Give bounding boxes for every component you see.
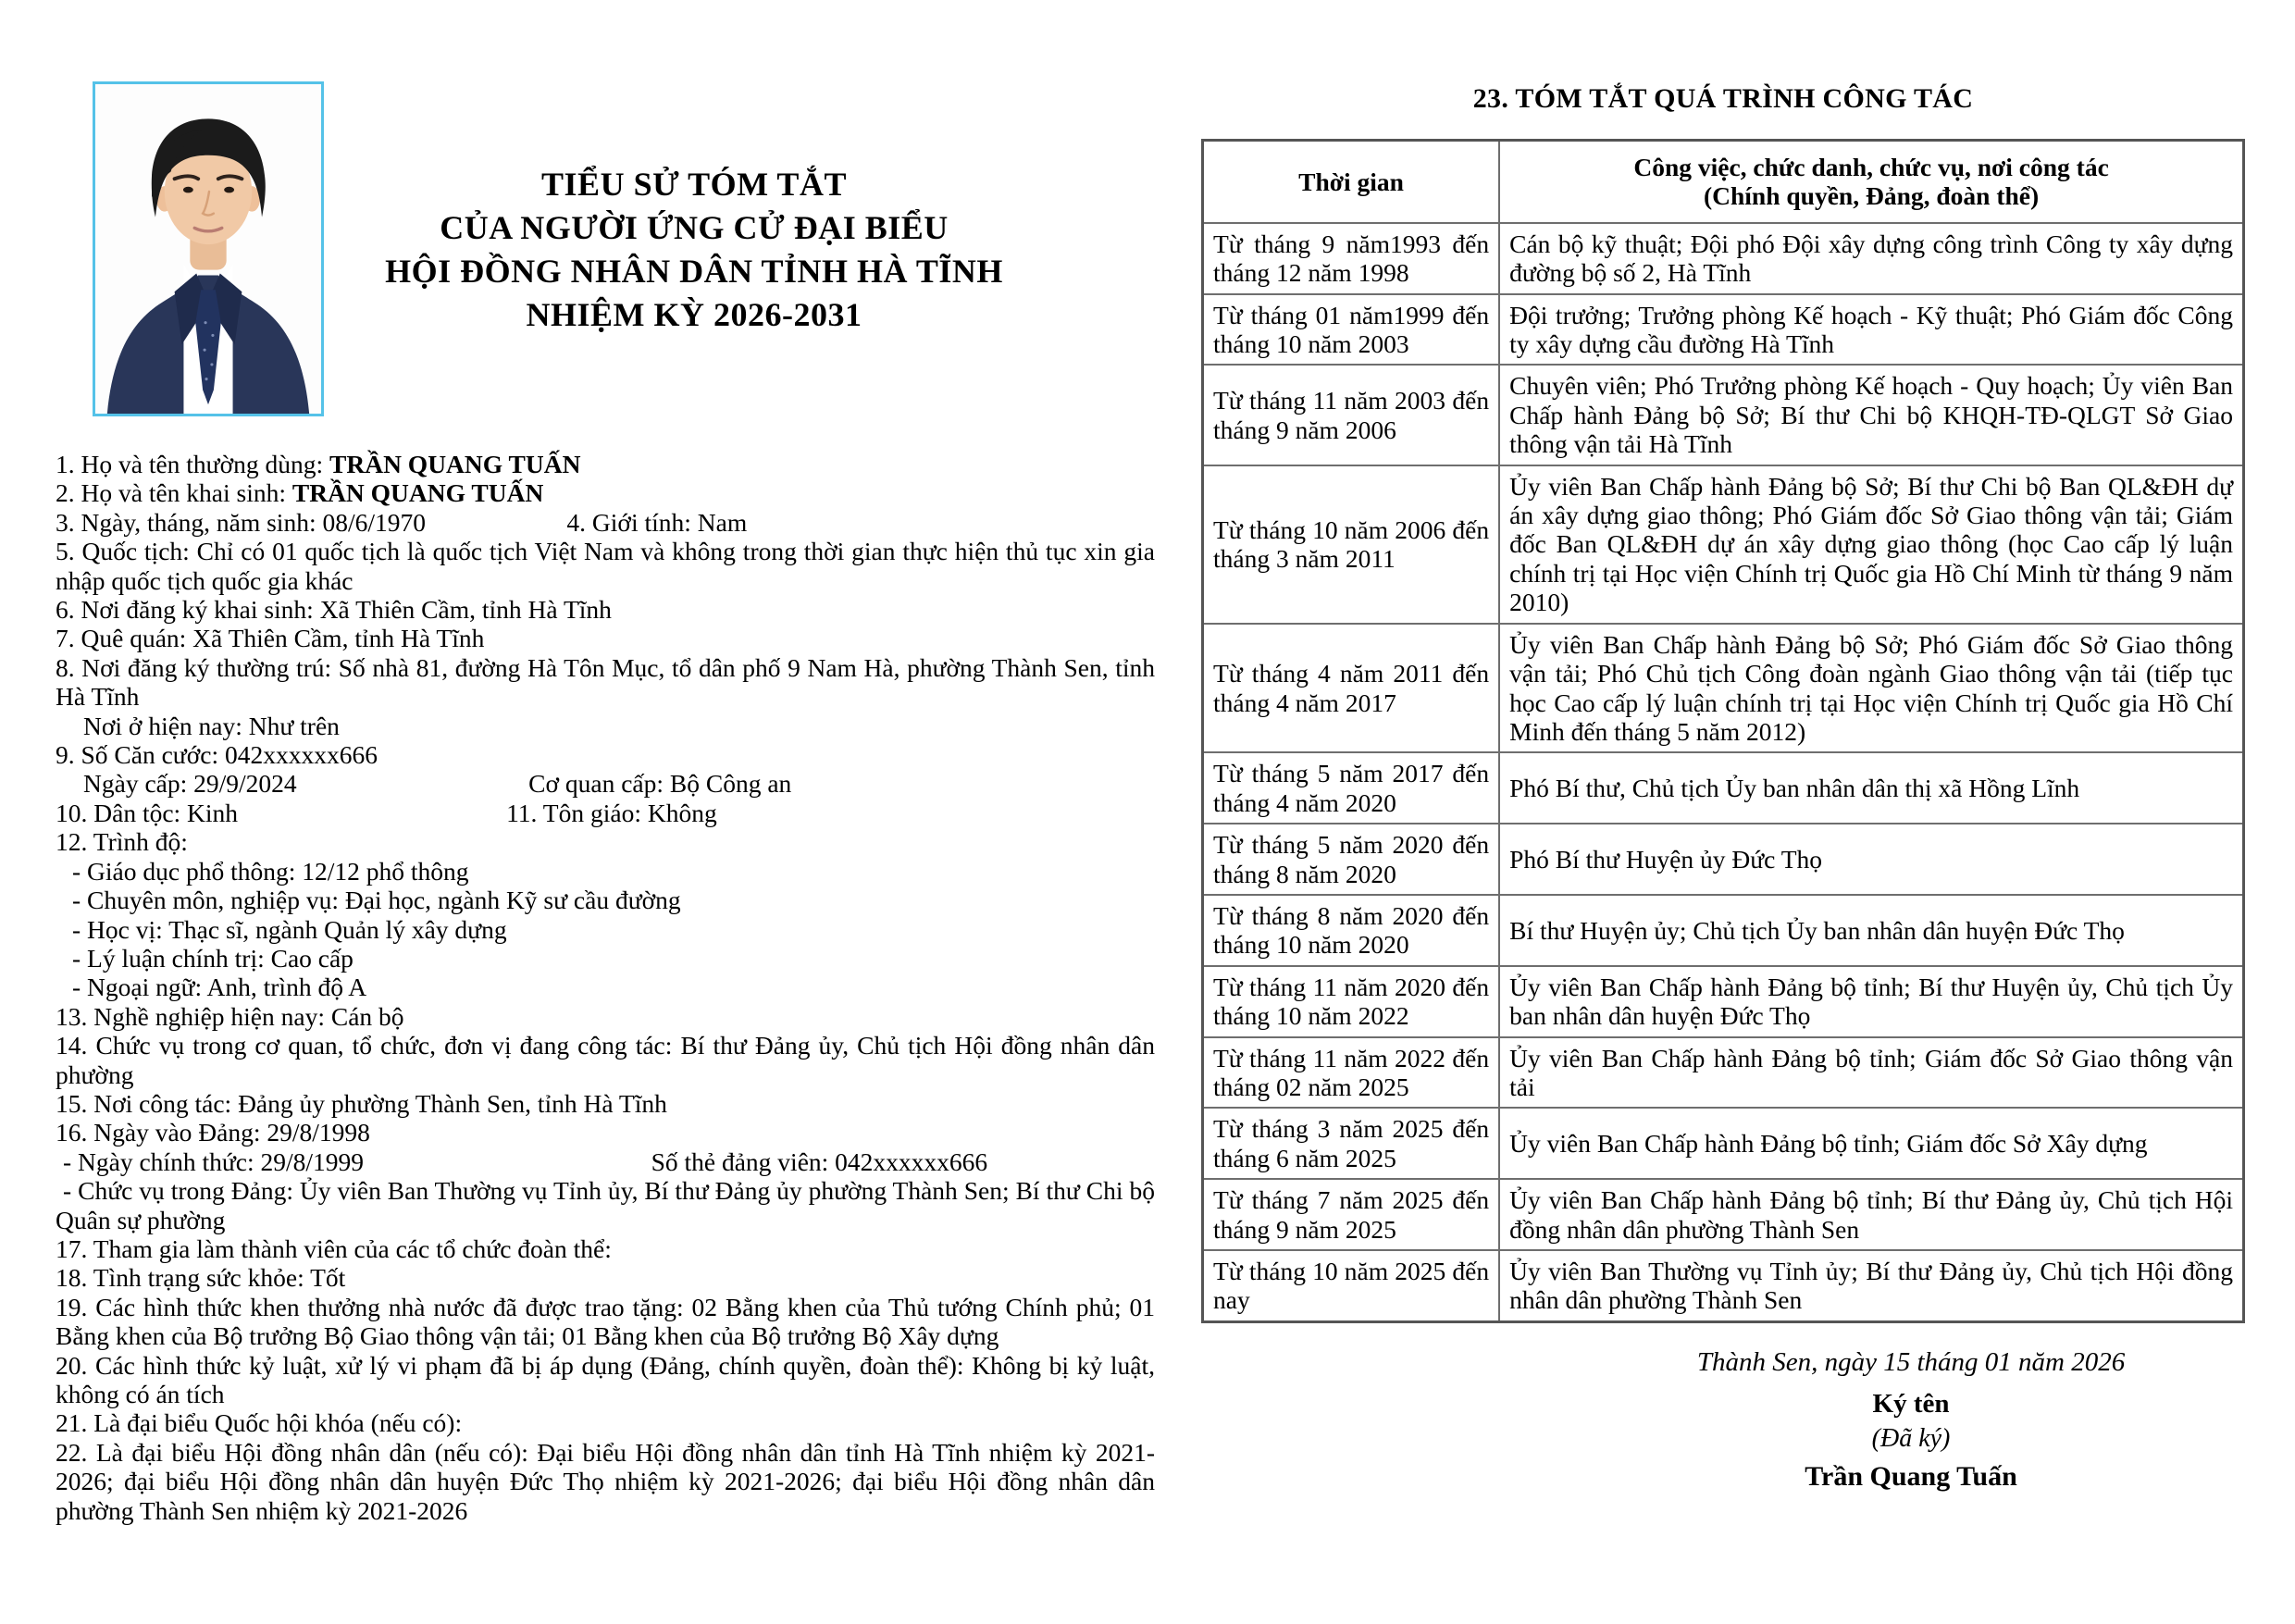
bio-list [56,450,1155,1525]
bio-text: 17. Tham gia làm thành viên của các tổ chức đoàn thể: [56,1233,612,1263]
bio-value-bold: TRẦN QUANG TUẤN [329,450,581,478]
career-time-cell: Từ tháng 8 năm 2020 đến tháng 10 năm 2020 [1203,895,1500,966]
bio-line [56,799,1155,827]
signature-label: Ký tên [1872,1388,1950,1419]
bio-text: 15. Nơi công tác: Đảng ủy phường Thành Sen, tỉnh Hà Tĩnh [56,1088,667,1118]
career-table [1201,139,2245,1323]
bio-text: 21. Là đại biểu Quốc hội khóa (nếu có): [56,1408,463,1438]
career-time-cell: Từ tháng 5 năm 2017 đến tháng 4 năm 2020 [1203,752,1500,824]
bio-text: 19. Các hình thức khen thưởng nhà nước đã được trao tặng: 02 Bằng khen của Thủ tướng Chính phủ; 01 Bằng khen của Bộ trưởng Bộ Giao thông vận tải; 01 Bằng khen của Bộ trưởng Bộ Xây dựng [56,1292,1155,1351]
bio-text: - Chuyên môn, nghiệp vụ: Đại học, ngành Kỹ sư cầu đường [72,886,681,915]
bio-text: 20. Các hình thức kỷ luật, xử lý vi phạm đã bị áp dụng (Đảng, chính quyền, đoàn thể): Không bị kỷ luật, không có án tích [56,1350,1155,1408]
bio-line [56,1351,1155,1409]
career-time-cell: Từ tháng 9 năm1993 đến tháng 12 năm 1998 [1203,223,1500,294]
bio-value-bold: TRẦN QUANG TUẤN [292,478,544,508]
career-time-cell: Từ tháng 10 năm 2006 đến tháng 3 năm 2011 [1203,465,1500,624]
career-row [1203,465,2244,624]
career-time-cell: Từ tháng 10 năm 2025 đến nay [1203,1250,1500,1321]
bio-text: 2. Họ và tên khai sinh: [56,478,292,508]
doc-title-line-3: HỘI ĐỒNG NHÂN DÂN TỈNH HÀ TĨNH [385,253,1003,290]
doc-title-line-1: TIỂU SỬ TÓM TẮT [541,166,847,203]
bio-line [56,973,1155,1001]
bio-text: 1. Họ và tên thường dùng: [56,450,330,478]
signature-place-date: Thành Sen, ngày 15 tháng 01 năm 2026 [1696,1346,2126,1377]
career-row [1203,1179,2244,1250]
bio-line [56,450,1155,478]
bio-line [56,944,1155,973]
career-row [1203,624,2244,753]
career-heading: 23. TÓM TẮT QUÁ TRÌNH CÔNG TÁC [1472,83,1974,114]
col-header-job [1499,141,2243,223]
career-time-cell: Từ tháng 11 năm 2003 đến tháng 9 năm 2006 [1203,365,1500,465]
career-row [1203,294,2244,366]
bio-text: 16. Ngày vào Đảng: 29/8/1998 [56,1118,370,1147]
bio-text: - Ngoại ngữ: Anh, trình độ A [72,973,367,1002]
bio-line [56,1263,1155,1292]
career-job-cell: Phó Bí thư Huyện ủy Đức Thọ [1499,824,2243,895]
signature-block [1598,1347,2225,1493]
bio-line-second-column [566,508,747,537]
career-job-cell: Đội trưởng; Trưởng phòng Kế hoạch - Kỹ thuật; Phó Giám đốc Công ty xây dựng cầu đường Hà Tĩnh [1499,294,2243,366]
career-row [1203,824,2244,895]
bio-text: 22. Là đại biểu Hội đồng nhân dân (nếu có): Đại biểu Hội đồng nhân dân tỉnh Hà Tĩnh nhiệm kỳ 2021-2026; đại biểu Hội đồng nhân dân huyện Đức Thọ nhiệm kỳ 2021-2026; đại biểu Hội đồng nhân dân phường Thành Sen nhiệm kỳ 2021-2026 [56,1437,1155,1525]
bio-line [56,1176,1155,1234]
signer-name: Trần Quang Tuấn [1805,1460,2017,1492]
bio-text: - Lý luận chính trị: Cao cấp [72,943,354,973]
career-row [1203,1250,2244,1321]
career-job-cell: Ủy viên Ban Chấp hành Đảng bộ tỉnh; Bí thư Huyện ủy, Chủ tịch Ủy ban nhân dân huyện Đức Thọ [1499,966,2243,1037]
bio-text: 3. Ngày, tháng, năm sinh: 08/6/1970 [56,507,426,537]
bio-text: 10. Dân tộc: Kinh [56,798,239,827]
career-row [1203,223,2244,294]
bio-line [56,1293,1155,1351]
doc-title-line-4: NHIỆM KỲ 2026-2031 [526,296,862,333]
career-header-row [1203,141,2244,223]
career-job-cell: Ủy viên Ban Chấp hành Đảng bộ Sở; Phó Giám đốc Sở Giao thông vận tải; Phó Chủ tịch Công đoàn ngành Giao thông vận tải (tiếp tục học Cao cấp lý luận chính trị tại Học viện Chính trị Quốc gia Hồ Chí Minh đến tháng 5 năm 2012) [1499,624,2243,753]
col-header-job-line-1: Công việc, chức danh, chức vụ, nơi công tác [1633,153,2109,181]
col-header-time: Thời gian [1203,141,1500,223]
career-job-cell: Ủy viên Ban Chấp hành Đảng bộ tỉnh; Giám đốc Sở Xây dựng [1499,1108,2243,1179]
doc-title [333,163,1055,337]
career-time-cell: Từ tháng 3 năm 2025 đến tháng 6 năm 2025 [1203,1108,1500,1179]
career-job-cell: Ủy viên Ban Chấp hành Đảng bộ tỉnh; Giám đốc Sở Giao thông vận tải [1499,1037,2243,1109]
bio-text: 6. Nơi đăng ký khai sinh: Xã Thiên Cầm, tỉnh Hà Tĩnh [56,595,612,625]
portrait-photo [93,81,324,416]
career-section [1201,83,2245,1493]
bio-line [56,740,1155,769]
bio-line [56,1147,1155,1176]
bio-text: 5. Quốc tịch: Chỉ có 01 quốc tịch là quốc tịch Việt Nam và không trong thời gian thực hiện thủ tục xin gia nhập quốc tịch quốc gia khác [56,537,1155,595]
bio-text: - Chức vụ trong Đảng: Ủy viên Ban Thường vụ Tỉnh ủy, Bí thư Đảng ủy phường Thành Sen; Bí thư Chi bộ Quân sự phường [56,1176,1155,1234]
career-row [1203,365,2244,465]
career-row [1203,1108,2244,1179]
bio-line [56,1408,1155,1437]
bio-line [56,653,1155,712]
col-header-job-line-2: (Chính quyền, Đảng, đoàn thể) [1703,181,2040,211]
bio-text: 9. Số Căn cước: 042xxxxxx666 [56,740,378,770]
doc-title-line-2: CỦA NGƯỜI ỨNG CỬ ĐẠI BIỂU [440,209,949,246]
career-job-cell: Chuyên viên; Phó Trưởng phòng Kế hoạch - Quy hoạch; Ủy viên Ban Chấp hành Đảng bộ Sở; Bí thư Chi bộ KHQH-TĐ-QLGT Sở Giao thông vận tải Hà Tĩnh [1499,365,2243,465]
career-row [1203,895,2244,966]
bio-text: 7. Quê quán: Xã Thiên Cầm, tỉnh Hà Tĩnh [56,624,485,653]
career-row [1203,752,2244,824]
career-job-cell: Ủy viên Ban Chấp hành Đảng bộ tỉnh; Bí thư Đảng ủy, Chủ tịch Hội đồng nhân dân phường Thành Sen [1499,1179,2243,1250]
career-job-cell: Bí thư Huyện ủy; Chủ tịch Ủy ban nhân dân huyện Đức Thọ [1499,895,2243,966]
career-time-cell: Từ tháng 11 năm 2022 đến tháng 02 năm 2025 [1203,1037,1500,1109]
career-time-cell: Từ tháng 11 năm 2020 đến tháng 10 năm 2022 [1203,966,1500,1037]
portrait-illustration [95,84,321,414]
bio-text: - Học vị: Thạc sĩ, ngành Quản lý xây dựng [72,914,507,944]
bio-line [56,1002,1155,1031]
bio-line [56,508,1155,537]
career-time-cell: Từ tháng 5 năm 2020 đến tháng 8 năm 2020 [1203,824,1500,895]
bio-line [56,537,1155,595]
bio-text: 8. Nơi đăng ký thường trú: Số nhà 81, đường Hà Tôn Mục, tổ dân phố 9 Nam Hà, phường Thành Sen, tỉnh Hà Tĩnh [56,652,1155,712]
bio-text: Số thẻ đảng viên: 042xxxxxx666 [651,1147,988,1176]
bio-text: 4. Giới tính: Nam [566,507,748,537]
bio-text: 12. Trình độ: [56,827,188,857]
bio-line [56,827,1155,856]
signed-note: (Đã ký) [1871,1423,1951,1453]
bio-line [56,1438,1155,1525]
bio-line-second-column [506,799,717,827]
bio-line [56,478,1155,507]
bio-line [56,712,1155,740]
bio-line-second-column [501,769,791,798]
bio-line [56,624,1155,652]
bio-text: 14. Chức vụ trong cơ quan, tổ chức, đơn vị đang công tác: Bí thư Đảng ủy, Chủ tịch Hội đồng nhân dân phường [56,1031,1155,1089]
career-time-cell: Từ tháng 01 năm1999 đến tháng 10 năm 2003 [1203,294,1500,366]
bio-line [56,915,1155,944]
bio-text: Ngày cấp: 29/9/2024 [83,769,297,799]
bio-line [56,1089,1155,1118]
career-time-cell: Từ tháng 4 năm 2011 đến tháng 4 năm 2017 [1203,624,1500,753]
career-job-cell: Phó Bí thư, Chủ tịch Ủy ban nhân dân thị xã Hồng Lĩnh [1499,752,2243,824]
career-time-cell: Từ tháng 7 năm 2025 đến tháng 9 năm 2025 [1203,1179,1500,1250]
bio-line [56,857,1155,886]
career-row [1203,1037,2244,1109]
bio-line [56,1234,1155,1263]
career-table-body [1203,223,2244,1322]
bio-line [56,769,1155,798]
bio-text: Nơi ở hiện nay: Như trên [83,711,340,740]
career-job-cell: Cán bộ kỹ thuật; Đội phó Đội xây dựng công trình Công ty xây dựng đường bộ số 2, Hà Tĩnh [1499,223,2243,294]
bio-line [56,595,1155,624]
bio-text: 13. Nghề nghiệp hiện nay: Cán bộ [56,1001,404,1031]
career-job-cell: Ủy viên Ban Chấp hành Đảng bộ Sở; Bí thư Chi bộ Ban QL&ĐH dự án xây dựng giao thông; Phó Giám đốc Sở Giao thông vận tải; Giám đốc Ban QL&ĐH dự án xây dựng giao thông (học Cao cấp lý luận chính trị tại Học viện Chính trị Quốc gia Hồ Chí Minh từ tháng 9 năm 2010) [1499,465,2243,624]
bio-text: - Ngày chính thức: 29/8/1999 [63,1147,364,1176]
bio-text: 11. Tôn giáo: Không [506,798,717,827]
bio-line [56,1118,1155,1147]
career-row [1203,966,2244,1037]
bio-text: 18. Tình trạng sức khỏe: Tốt [56,1263,346,1293]
bio-line [56,886,1155,914]
career-job-cell: Ủy viên Ban Thường vụ Tỉnh ủy; Bí thư Đảng ủy, Chủ tịch Hội đồng nhân dân phường Thành Sen [1499,1250,2243,1321]
bio-text: Cơ quan cấp: Bộ Công an [528,769,792,799]
bio-line-second-column [644,1147,988,1176]
bio-line [56,1031,1155,1089]
bio-text: - Giáo dục phổ thông: 12/12 phổ thông [72,856,469,886]
